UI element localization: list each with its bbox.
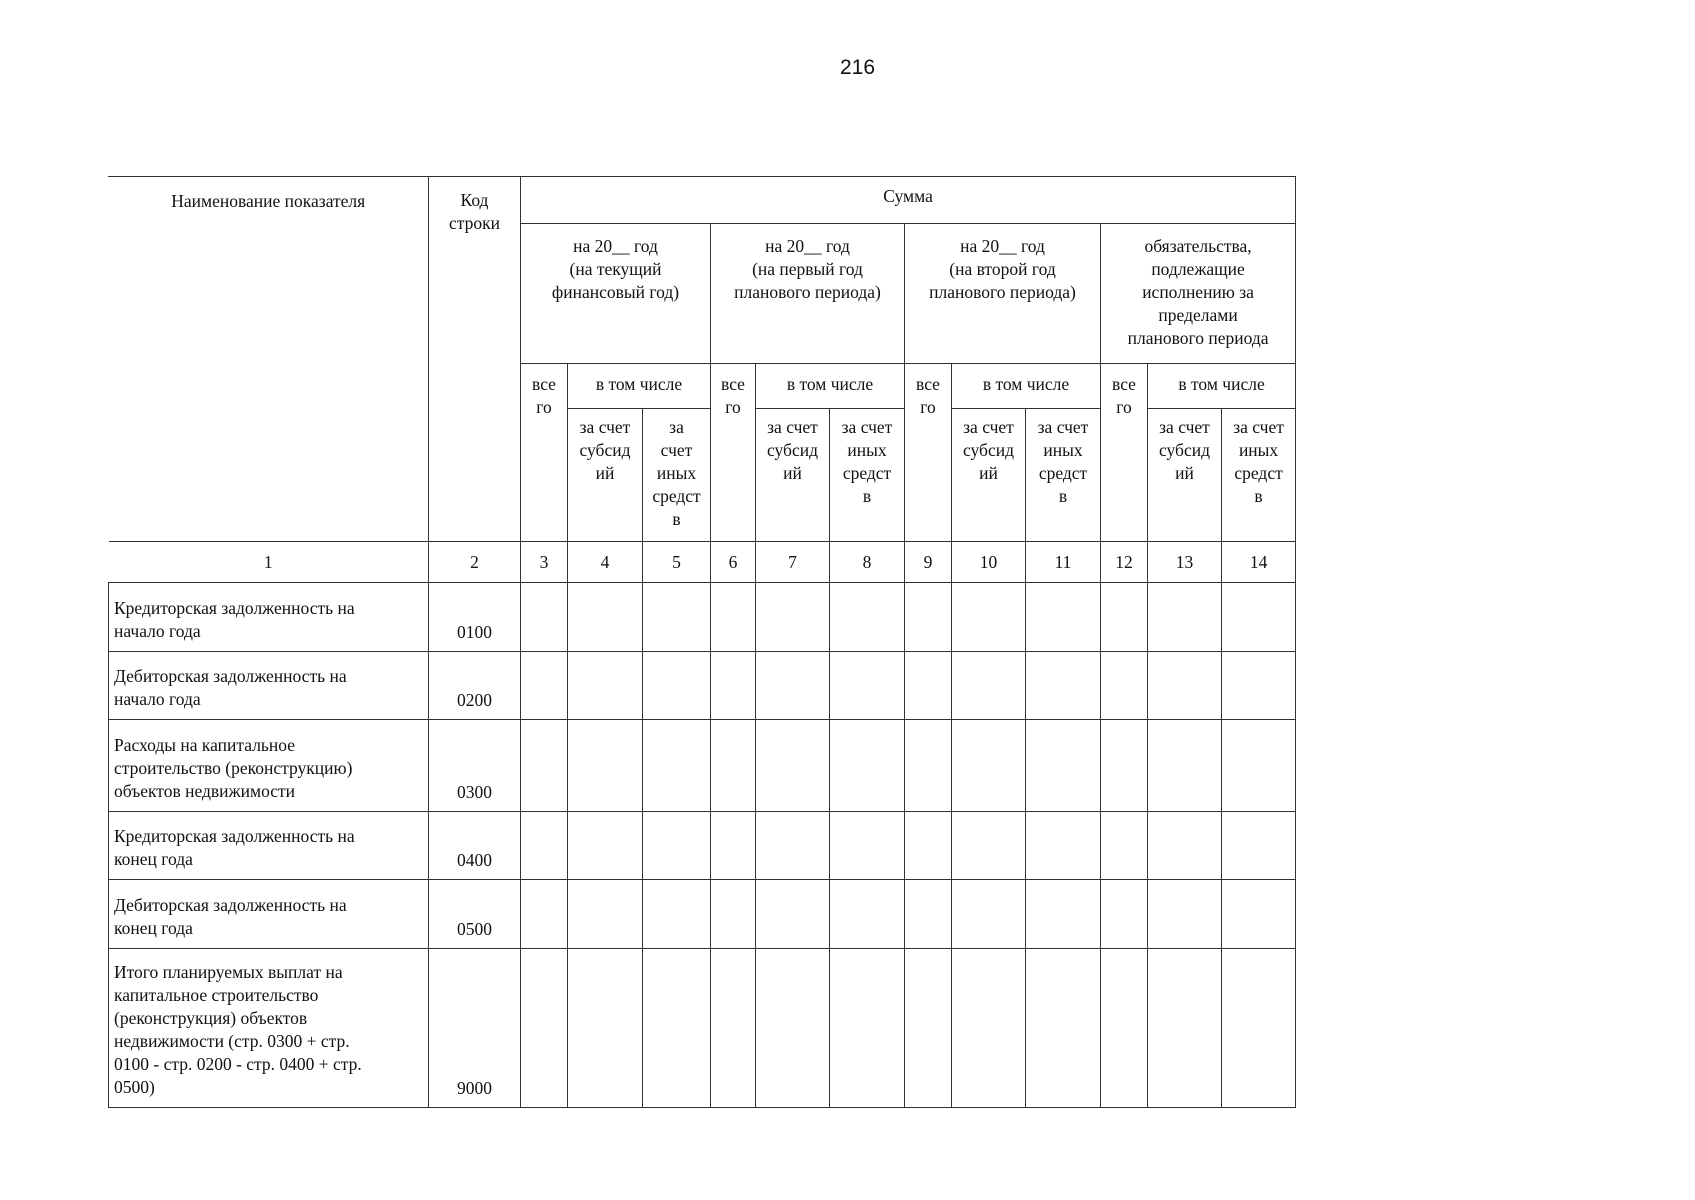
subsidies-line: субсид (963, 440, 1014, 460)
table-row-total (109, 949, 1296, 1108)
row-indicator-name (109, 880, 429, 949)
column-number: 6 (711, 542, 756, 583)
header-including (952, 364, 1101, 409)
value-cell[interactable] (643, 720, 711, 812)
column-number: 12 (1101, 542, 1148, 583)
value-cell[interactable] (568, 720, 643, 812)
value-cell[interactable] (905, 949, 952, 1108)
value-cell[interactable] (952, 812, 1026, 880)
value-cell[interactable] (1222, 949, 1296, 1108)
row-name-line: Дебиторская задолженность на (114, 666, 347, 686)
header-total (1101, 364, 1148, 542)
column-number: 3 (521, 542, 568, 583)
header-indicator-name (109, 177, 429, 542)
value-cell[interactable] (711, 720, 756, 812)
subsidies-line: за счет (767, 417, 818, 437)
period-line: (на второй год (949, 259, 1056, 279)
value-cell[interactable] (1222, 652, 1296, 720)
header-period-first-plan (711, 224, 905, 364)
value-cell[interactable] (568, 949, 643, 1108)
other-funds-line: средст (652, 486, 701, 506)
other-funds-line: средст (1038, 463, 1088, 483)
total-line1: все (721, 374, 745, 394)
row-code: 9000 (429, 949, 521, 1108)
other-funds-line: в (1254, 486, 1263, 506)
header-indicator-name-text: Наименование показателя (171, 191, 366, 211)
value-cell[interactable] (1222, 812, 1296, 880)
row-name-line: строительство (реконструкцию) (114, 758, 353, 778)
row-indicator-name (109, 949, 429, 1108)
column-number: 8 (830, 542, 905, 583)
row-name-line: начало года (114, 621, 201, 641)
value-cell[interactable] (1148, 652, 1222, 720)
other-funds-line: за (669, 417, 684, 437)
subsidies-line: субсид (1159, 440, 1210, 460)
other-funds-line: иных (1043, 440, 1083, 460)
value-cell[interactable] (1148, 880, 1222, 949)
row-code: 0400 (429, 812, 521, 880)
row-name-line: Кредиторская задолженность на (114, 826, 355, 846)
value-cell[interactable] (1026, 949, 1101, 1108)
row-name-line: Расходы на капитальное (114, 735, 296, 755)
subsidies-line: ий (1175, 463, 1194, 483)
subsidies-line: ий (595, 463, 615, 483)
value-cell[interactable] (952, 949, 1026, 1108)
header-including (1148, 364, 1296, 409)
row-name-line: 0100 - стр. 0200 - стр. 0400 + стр. (114, 1054, 362, 1074)
row-indicator-name (109, 583, 429, 652)
other-funds-line: иных (1238, 440, 1279, 460)
value-cell[interactable] (568, 812, 643, 880)
row-name-line: конец года (114, 849, 193, 869)
header-summa (521, 177, 1296, 224)
row-code: 0300 (429, 720, 521, 812)
column-number: 5 (643, 542, 711, 583)
header-period-beyond (1101, 224, 1296, 364)
column-number: 9 (905, 542, 952, 583)
value-cell[interactable] (643, 652, 711, 720)
value-cell[interactable] (1148, 949, 1222, 1108)
period-line: пределами (1158, 305, 1238, 325)
other-funds-line: в (862, 486, 872, 506)
other-funds-line: средст (1234, 463, 1283, 483)
value-cell[interactable] (905, 652, 952, 720)
value-cell[interactable] (711, 652, 756, 720)
value-cell[interactable] (521, 949, 568, 1108)
value-cell[interactable] (756, 812, 830, 880)
other-funds-line: иных (847, 440, 887, 460)
value-cell[interactable] (1101, 583, 1148, 652)
value-cell[interactable] (1148, 583, 1222, 652)
value-cell[interactable] (952, 583, 1026, 652)
other-funds-line: в (672, 509, 681, 529)
total-line1: все (532, 374, 556, 394)
row-name-line: Итого планируемых выплат на (114, 962, 343, 982)
row-indicator-name (109, 652, 429, 720)
table-row (109, 880, 1296, 949)
value-cell[interactable] (568, 583, 643, 652)
total-line2: го (920, 397, 936, 417)
value-cell[interactable] (756, 880, 830, 949)
other-funds-line: счет (660, 440, 693, 460)
period-line: планового периода) (734, 282, 881, 302)
value-cell[interactable] (1026, 812, 1101, 880)
total-line2: го (1116, 397, 1132, 417)
value-cell[interactable] (756, 652, 830, 720)
value-cell[interactable] (568, 652, 643, 720)
header-subsidies (1148, 409, 1222, 542)
header-total (521, 364, 568, 542)
period-line: подлежащие (1151, 259, 1245, 279)
period-line: (на первый год (752, 259, 863, 279)
row-code: 0100 (429, 583, 521, 652)
value-cell[interactable] (711, 949, 756, 1108)
column-numbers-row (109, 542, 1296, 583)
header-period-current (521, 224, 711, 364)
total-line2: го (725, 397, 741, 417)
table-row (109, 812, 1296, 880)
value-cell[interactable] (1026, 720, 1101, 812)
value-cell[interactable] (1101, 812, 1148, 880)
header-code-line1: Код (460, 190, 489, 210)
period-line: планового периода (1127, 328, 1269, 348)
column-number: 10 (952, 542, 1026, 583)
other-funds-line: за счет (841, 417, 893, 437)
value-cell[interactable] (521, 720, 568, 812)
value-cell[interactable] (1101, 880, 1148, 949)
period-line: финансовый год) (551, 282, 680, 302)
subsidies-line: ий (783, 463, 802, 483)
value-cell[interactable] (756, 949, 830, 1108)
capital-construction-payments-table (108, 176, 1296, 1108)
value-cell[interactable] (830, 652, 905, 720)
row-indicator-name (109, 812, 429, 880)
row-name-line: капитальное строительство (114, 985, 319, 1005)
header-including (756, 364, 905, 409)
row-name-line: (реконструкция) объектов (114, 1008, 308, 1028)
value-cell[interactable] (952, 880, 1026, 949)
header-other-funds (830, 409, 905, 542)
column-number: 11 (1026, 542, 1101, 583)
table-row (109, 583, 1296, 652)
page-number: 216 (839, 56, 876, 79)
subsidies-line: за счет (1159, 417, 1210, 437)
row-indicator-name (109, 720, 429, 812)
subsidies-line: субсид (579, 440, 631, 460)
table-row (109, 720, 1296, 812)
value-cell[interactable] (1026, 652, 1101, 720)
row-name-line: начало года (114, 689, 201, 709)
row-name-line: объектов недвижимости (114, 781, 296, 801)
value-cell[interactable] (830, 880, 905, 949)
period-line: на 20__ год (573, 236, 658, 256)
total-line1: все (1112, 374, 1136, 394)
column-number: 7 (756, 542, 830, 583)
value-cell[interactable] (711, 583, 756, 652)
row-code: 0500 (429, 880, 521, 949)
value-cell[interactable] (643, 949, 711, 1108)
period-line: на 20__ год (960, 236, 1045, 256)
other-funds-line: в (1058, 486, 1068, 506)
value-cell[interactable] (521, 880, 568, 949)
value-cell[interactable] (756, 720, 830, 812)
value-cell[interactable] (905, 583, 952, 652)
value-cell[interactable] (830, 583, 905, 652)
value-cell[interactable] (521, 583, 568, 652)
other-funds-line: за счет (1037, 417, 1089, 437)
header-subsidies (756, 409, 830, 542)
including-text: в том числе (1178, 374, 1265, 394)
header-including (568, 364, 711, 409)
header-code-line2: строки (449, 213, 500, 233)
row-name-line: недвижимости (стр. 0300 + стр. (114, 1031, 350, 1051)
value-cell[interactable] (952, 652, 1026, 720)
value-cell[interactable] (1101, 720, 1148, 812)
header-other-funds (643, 409, 711, 542)
value-cell[interactable] (756, 583, 830, 652)
including-text: в том числе (982, 374, 1070, 394)
value-cell[interactable] (905, 812, 952, 880)
subsidies-line: субсид (767, 440, 818, 460)
other-funds-line: за счет (1233, 417, 1284, 437)
header-row-1 (109, 177, 1296, 224)
row-name-line: Кредиторская задолженность на (114, 598, 355, 618)
header-other-funds (1222, 409, 1296, 542)
header-period-second-plan (905, 224, 1101, 364)
other-funds-line: средст (842, 463, 892, 483)
value-cell[interactable] (830, 720, 905, 812)
header-other-funds (1026, 409, 1101, 542)
value-cell[interactable] (711, 880, 756, 949)
value-cell[interactable] (1101, 949, 1148, 1108)
header-summa-text: Сумма (883, 186, 933, 206)
value-cell[interactable] (711, 812, 756, 880)
row-name-line: Дебиторская задолженность на (114, 895, 347, 915)
value-cell[interactable] (830, 949, 905, 1108)
header-subsidies (568, 409, 643, 542)
period-line: на 20__ год (765, 236, 850, 256)
including-text: в том числе (595, 374, 683, 394)
period-line: планового периода) (929, 282, 1076, 302)
value-cell[interactable] (1148, 720, 1222, 812)
value-cell[interactable] (1026, 583, 1101, 652)
value-cell[interactable] (568, 880, 643, 949)
value-cell[interactable] (952, 720, 1026, 812)
subsidies-line: за счет (579, 417, 631, 437)
row-name-line: 0500) (114, 1077, 155, 1097)
value-cell[interactable] (643, 812, 711, 880)
other-funds-line: иных (656, 463, 697, 483)
value-cell[interactable] (1222, 880, 1296, 949)
header-total (905, 364, 952, 542)
row-name-line: конец года (114, 918, 193, 938)
including-text: в том числе (786, 374, 874, 394)
column-number: 4 (568, 542, 643, 583)
column-number: 2 (429, 542, 521, 583)
value-cell[interactable] (905, 880, 952, 949)
value-cell[interactable] (1222, 583, 1296, 652)
total-line1: все (916, 374, 940, 394)
value-cell[interactable] (1026, 880, 1101, 949)
column-number: 1 (109, 542, 429, 583)
header-total (711, 364, 756, 542)
value-cell[interactable] (1148, 812, 1222, 880)
period-line: исполнению за (1142, 282, 1254, 302)
value-cell[interactable] (521, 652, 568, 720)
column-number: 14 (1222, 542, 1296, 583)
value-cell[interactable] (521, 812, 568, 880)
value-cell[interactable] (830, 812, 905, 880)
header-subsidies (952, 409, 1026, 542)
subsidies-line: за счет (963, 417, 1014, 437)
period-line: обязательства, (1144, 236, 1252, 256)
value-cell[interactable] (905, 720, 952, 812)
value-cell[interactable] (643, 583, 711, 652)
total-line2: го (536, 397, 552, 417)
table-row (109, 652, 1296, 720)
column-number: 13 (1148, 542, 1222, 583)
value-cell[interactable] (1101, 652, 1148, 720)
period-line: (на текущий (569, 259, 662, 279)
subsidies-line: ий (979, 463, 998, 483)
row-code: 0200 (429, 652, 521, 720)
value-cell[interactable] (643, 880, 711, 949)
value-cell[interactable] (1222, 720, 1296, 812)
header-line-code (429, 177, 521, 542)
